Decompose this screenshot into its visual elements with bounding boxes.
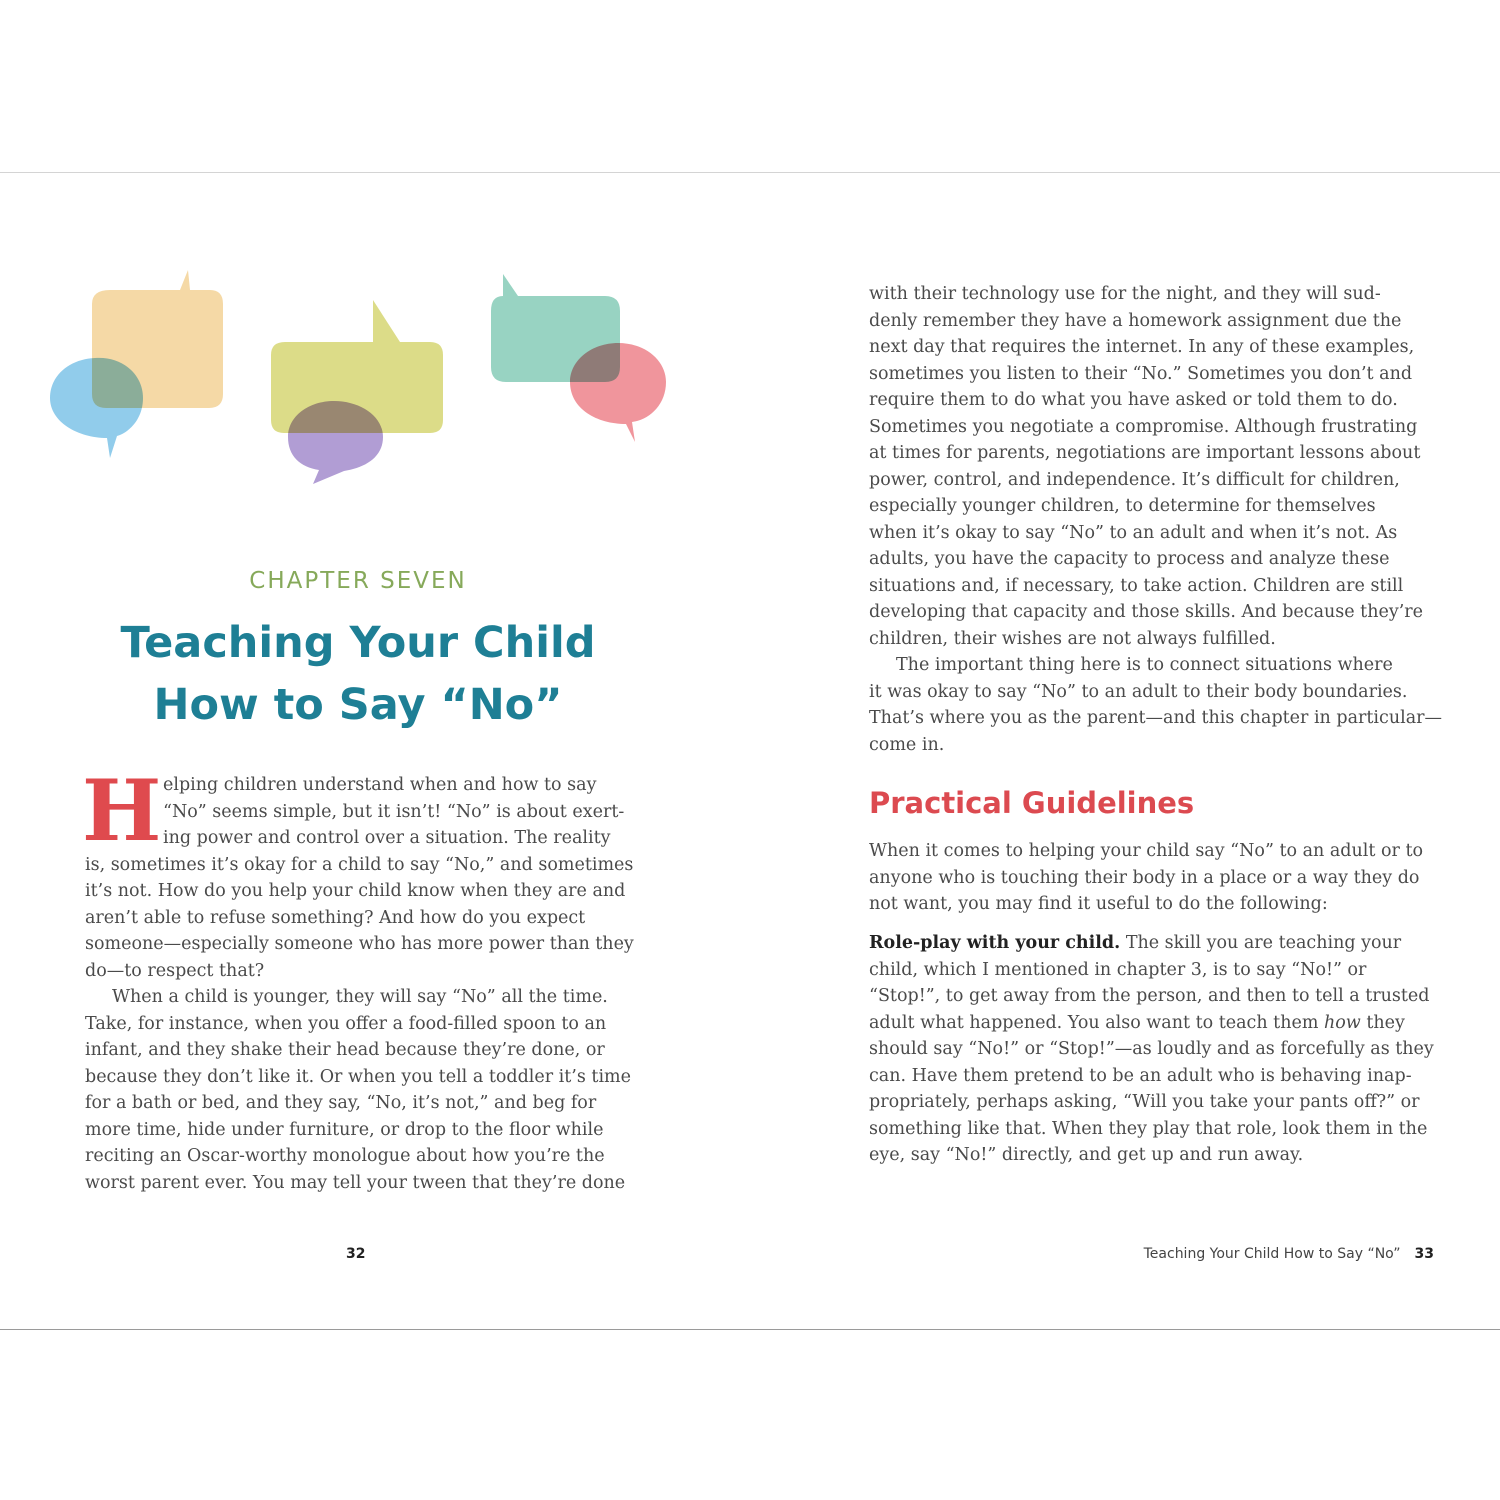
body-line: is, sometimes it’s okay for a child to say “No,” and sometimes (85, 854, 634, 875)
body-text: adult what happened. You also want to teach them (869, 1012, 1324, 1033)
body-line: The important thing here is to connect situations where (896, 655, 1393, 675)
body-line (869, 930, 1429, 957)
body-line: it’s not. How do you help your child know when they are and (85, 881, 626, 901)
speech-bubbles-illustration (40, 262, 680, 502)
page-number-right: 33 (1414, 1246, 1434, 1262)
chapter-title-line: Teaching Your Child (120, 618, 596, 668)
roleplay-paragraph (869, 930, 1434, 1169)
body-line: elping children understand when and how to say (163, 775, 597, 795)
body-line: for a bath or bed, and they say, “No, it’s not,” and beg for (85, 1093, 597, 1113)
speech-bubble-blue-icon (50, 358, 143, 458)
body-line: aren’t able to refuse something? And how do you expect (85, 907, 586, 928)
body-line: not want, you may find it useful to do the following: (869, 894, 1328, 914)
body-line: it was okay to say “No” to an adult to their body boundaries. (869, 681, 1408, 702)
right-page-footer (1144, 1246, 1434, 1262)
body-line: situations and, if necessary, to take action. Children are still (869, 575, 1404, 596)
drop-cap: H (82, 761, 162, 860)
right-page-body (869, 281, 1442, 758)
body-line: adults, you have the capacity to process and analyze these (869, 549, 1390, 569)
emphasis: how (1324, 1012, 1361, 1033)
guidelines-intro (869, 838, 1429, 918)
body-line: next day that requires the internet. In any of these examples, (869, 337, 1415, 357)
body-line: anyone who is touching their body in a place or a way they do (869, 867, 1420, 888)
chapter-title-line: How to Say “No” (153, 680, 563, 730)
body-line: because they don’t like it. Or when you tell a toddler it’s time (85, 1066, 631, 1087)
speech-bubble-pink-icon (570, 343, 666, 442)
body-line: when it’s okay to say “No” to an adult and when it’s not. As (869, 522, 1398, 543)
body-line: should say “No!” or “Stop!”—as loudly and as forcefully as they (869, 1039, 1434, 1059)
body-line: with their technology use for the night, and they will sud- (869, 284, 1381, 304)
body-line: When a child is younger, they will say “No” all the time. (112, 987, 608, 1007)
body-line: Sometimes you negotiate a compromise. Although frustrating (869, 416, 1418, 437)
body-line: can. Have them pretend to be an adult who is behaving inap- (869, 1065, 1412, 1086)
body-line: Take, for instance, when you offer a food-filled spoon to an (85, 1013, 607, 1034)
body-line: come in. (869, 734, 945, 755)
body-line: denly remember they have a homework assignment due the (869, 310, 1402, 331)
body-line: do—to respect that? (85, 960, 265, 981)
running-header: Teaching Your Child How to Say “No” (1143, 1246, 1401, 1262)
left-page-body (85, 772, 634, 1196)
body-line: “No” seems simple, but it isn’t! “No” is about exert- (163, 801, 625, 822)
body-line: propriately, perhaps asking, “Will you take your pants off?” or (869, 1092, 1420, 1112)
body-line: especially younger children, to determine for themselves (869, 496, 1376, 516)
body-line: That’s where you as the parent—and this chapter in particular— (869, 708, 1442, 728)
body-line: reciting an Oscar-worthy monologue about how you’re the (85, 1146, 605, 1166)
section-heading: Practical Guidelines (869, 786, 1195, 820)
page-number-left: 32 (346, 1246, 366, 1262)
body-line: eye, say “No!” directly, and get up and run away. (869, 1145, 1304, 1165)
body-line (869, 1010, 1429, 1037)
chapter-label: CHAPTER SEVEN (249, 568, 467, 594)
body-line: something like that. When they play that role, look them in the (869, 1118, 1428, 1139)
body-text: The skill you are teaching your (1120, 933, 1402, 953)
body-line: at times for parents, negotiations are important lessons about (869, 443, 1421, 463)
body-line: worst parent ever. You may tell your tween that they’re done (85, 1172, 626, 1193)
body-line: When it comes to helping your child say “No” to an adult or to (869, 841, 1424, 861)
body-line: “Stop!”, to get away from the person, and then to tell a trusted (869, 986, 1430, 1006)
body-line: sometimes you listen to their “No.” Sometimes you don’t and (869, 363, 1413, 384)
body-line: children, their wishes are not always fulfilled. (869, 628, 1276, 649)
body-line: ing power and control over a situation. The reality (163, 828, 611, 848)
body-line: someone—especially someone who has more power than they (85, 934, 634, 954)
body-text: they (1360, 1012, 1405, 1033)
body-line: infant, and they shake their head because they’re done, or (85, 1040, 605, 1060)
body-line: require them to do what you have asked or told them to do. (869, 390, 1398, 410)
body-line: child, which I mentioned in chapter 3, is to say “No!” or (869, 959, 1367, 980)
speech-bubble-purple-icon (288, 401, 383, 484)
body-line: more time, hide under furniture, or drop to the floor while (85, 1119, 604, 1140)
body-line: developing that capacity and those skills. And because they’re (869, 602, 1424, 622)
body-line: power, control, and independence. It’s difficult for children, (869, 469, 1400, 490)
roleplay-lead: Role-play with your child. (869, 933, 1121, 953)
chapter-title (70, 612, 646, 736)
